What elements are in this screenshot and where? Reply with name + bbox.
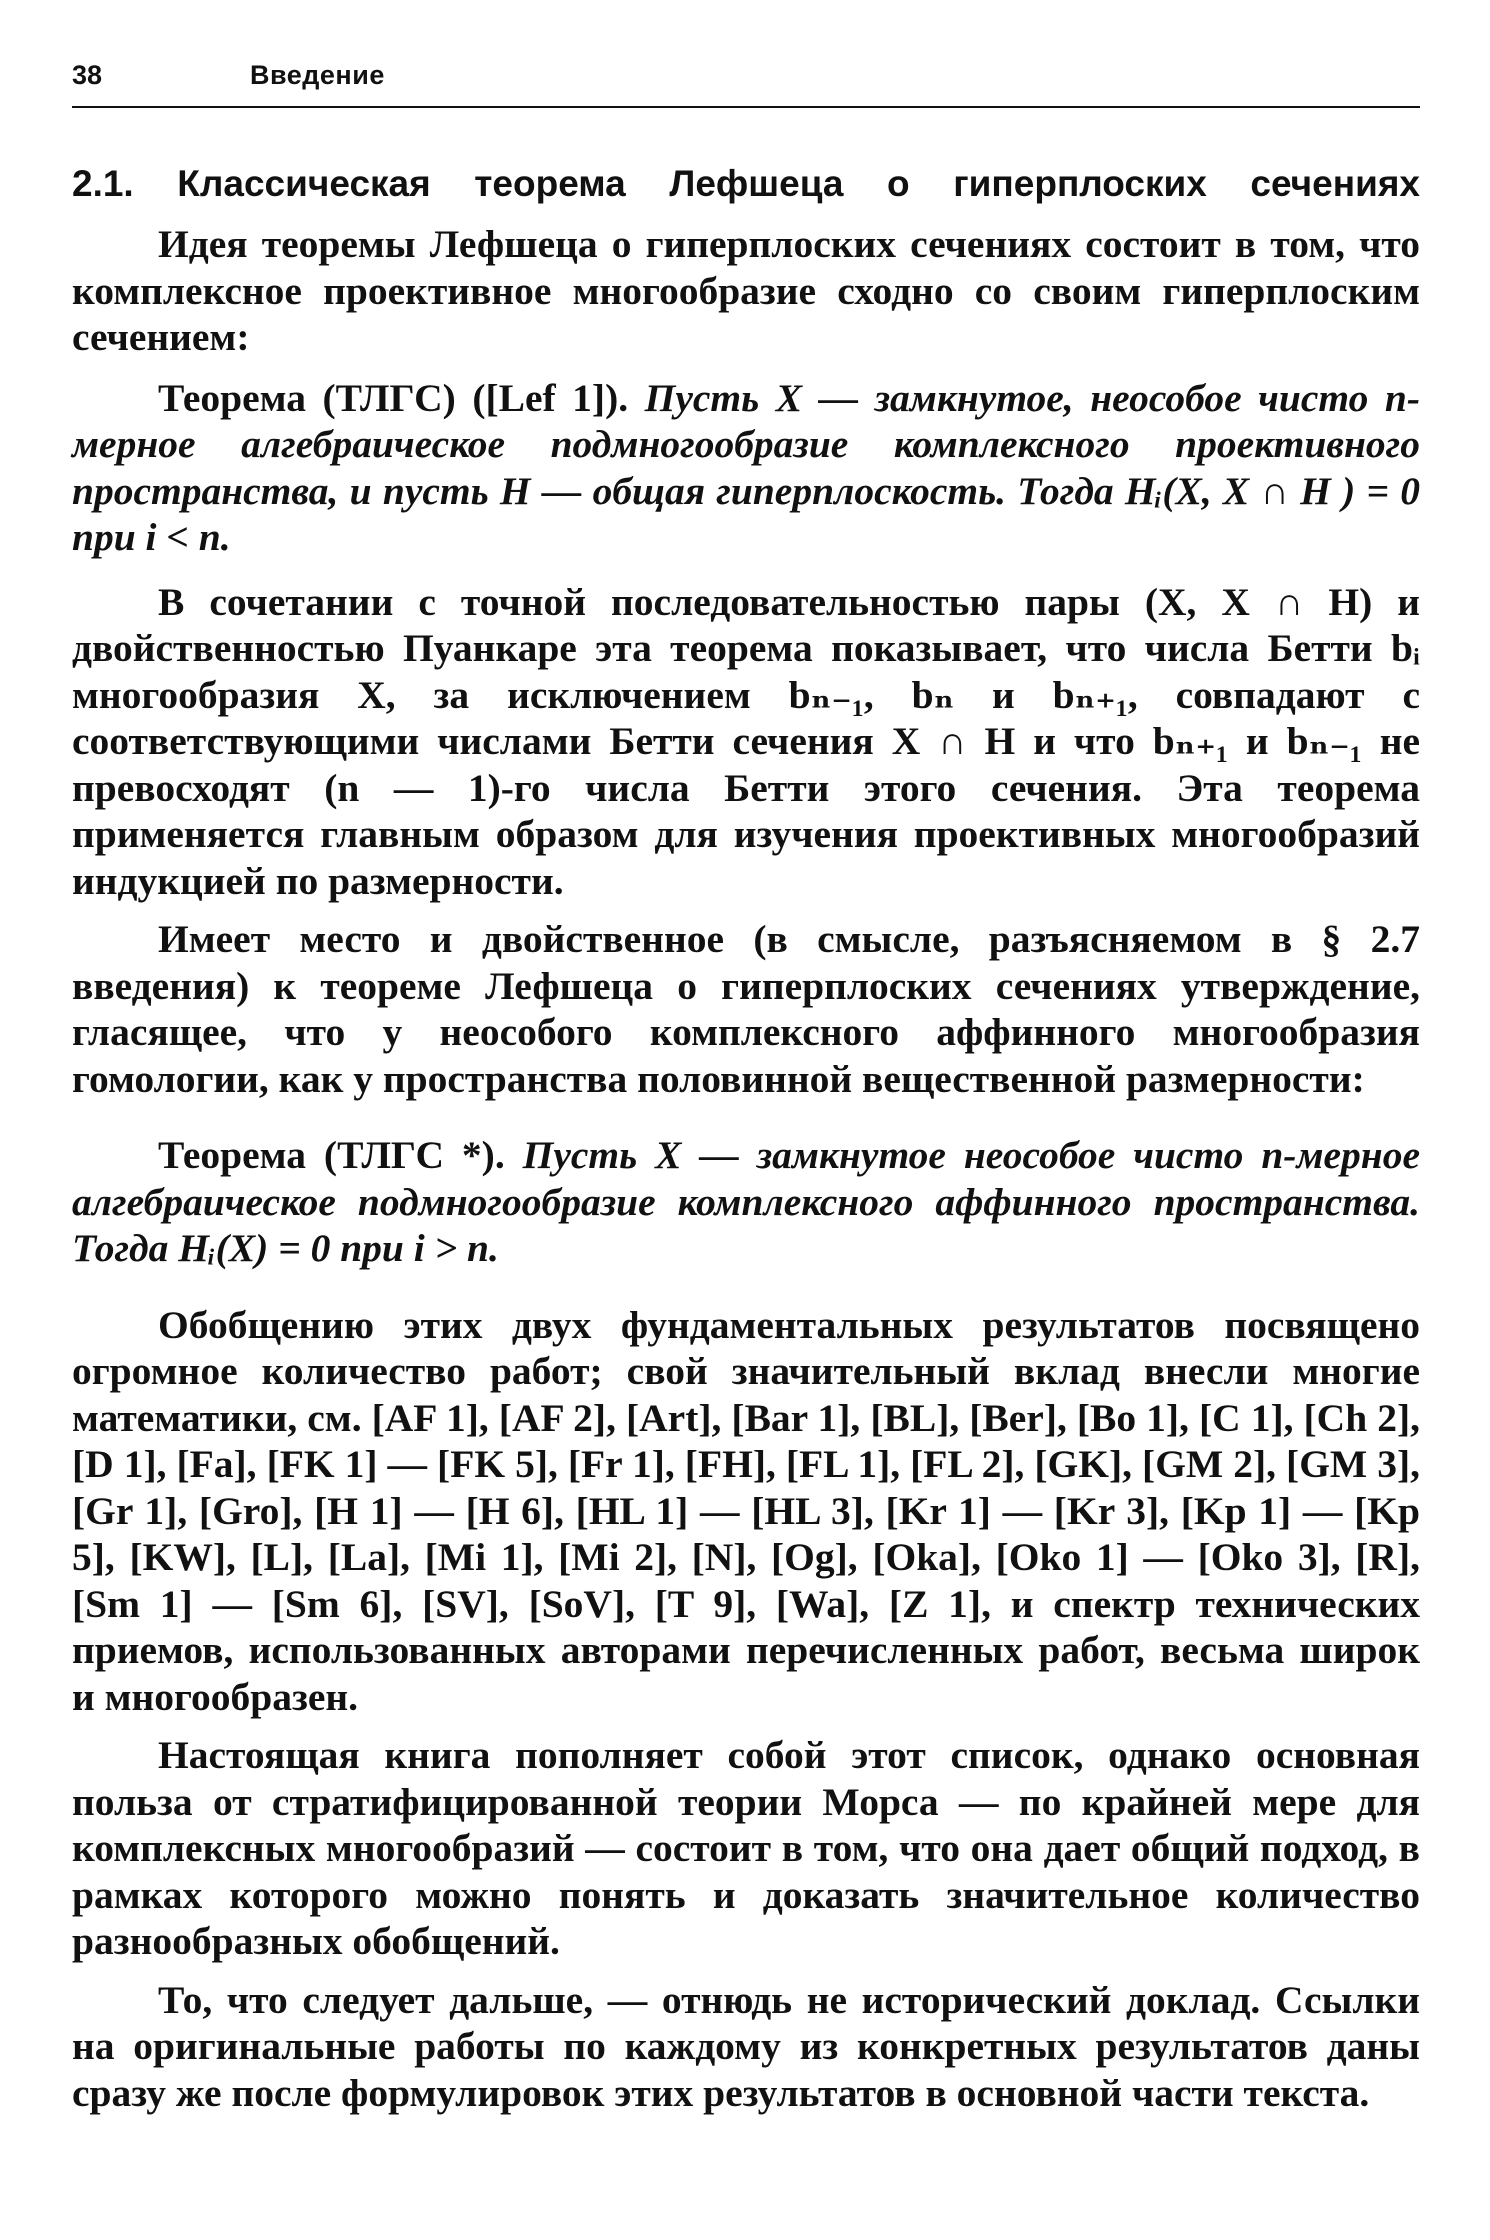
- paragraph-dual: Имеет место и двойственное (в смысле, разъясняемом в § 2.7 введения) к теореме Лефшеца о гиперплоских сечениях утверждение, гласящее, что у неособого комплексного аффинного многообразия гомологии, как у пространства половинной вещественной размерности:: [72, 917, 1420, 1101]
- paragraph-book-purpose: Настоящая книга пополняет собой этот список, однако основная польза от стратифицированной теории Морса — по крайней мере для комплексных многообразий — состоит в том, что она дает общий подход, в рамках которого можно понять и доказать значительное количество разнообразных обобщений.: [72, 1733, 1420, 1963]
- paragraph-betti: В сочетании с точной последовательностью пары (X, X ∩ H) и двойственностью Пуанкаре эта теорема показывает, что числа Бетти bᵢ многообразия X, за исключением bₙ₋₁, bₙ и bₙ₊₁, совпадают с соответствующими числами Бетти сечения X ∩ H и что bₙ₊₁ и bₙ₋₁ не превосходят (n — 1)-го числа Бетти этого сечения. Эта теорема применяется главным образом для изучения проективных многообразий индукцией по размерности.: [72, 579, 1420, 903]
- paragraph-not-history: То, что следует дальше, — отнюдь не исторический доклад. Ссылки на оригинальные работы по каждому из конкретных результатов даны сразу же после формулировок этих результатов в основной части текста.: [72, 1977, 1420, 2115]
- theorem-tlgs-star: [72, 1132, 1420, 1272]
- chapter-title: Введение: [250, 60, 385, 90]
- running-head: [72, 60, 1420, 108]
- theorem-tlgs: [72, 375, 1420, 561]
- theorem-tlgs-label: Теорема (ТЛГС): [158, 375, 456, 420]
- theorem-tlgs-star-label: Теорема (ТЛГС *).: [158, 1133, 505, 1177]
- section-title: 2.1. Классическая теорема Лефшеца о гиперплоских сечениях: [72, 163, 1420, 204]
- paragraph-references: Обобщению этих двух фундаментальных результатов посвящено огромное количество работ; свой значительный вклад внесли многие математики, см. [AF 1], [AF 2], [Art], [Bar 1], [BL], [Ber], [Bo 1], [C 1], [Ch 2], [D 1], [Fa], [FK 1] — [FK 5], [Fr 1], [FH], [FL 1], [FL 2], [GK], [GM 2], [GM 3], [Gr 1], [Gro], [H 1] — [H 6], [HL 1] — [HL 3], [Kr 1] — [Kr 3], [Kp 1] — [Kp 5], [KW], [L], [La], [Mi 1], [Mi 2], [N], [Og], [Oka], [Oko 1] — [Oko 3], [R], [Sm 1] — [Sm 6], [SV], [SoV], [T 9], [Wa], [Z 1], и спектр технических приемов, использованных авторами перечисленных работ, весьма широк и многообразен.: [72, 1302, 1420, 1719]
- theorem-tlgs-reference: ([Lef 1]).: [455, 375, 645, 420]
- theorem-tlgs-statement: Пусть X — замкнутое, неособое чисто n-мерное алгебраическое подмногообразие комплексного проективного пространства, и пусть H — общая гиперплоскость. Тогда Hᵢ(X, X ∩ H ) = 0 при i < n.: [72, 375, 1421, 559]
- paragraph-intro: Идея теоремы Лефшеца о гиперплоских сечениях состоит в том, что комплексное проективное многообразие сходно со своим гиперплоским сечением:: [72, 222, 1420, 359]
- page-number: 38: [72, 60, 103, 90]
- theorem-tlgs-star-statement: Пусть X — замкнутое неособое чисто n-мерное алгебраическое подмногообразие комплексного аффинного пространства. Тогда Hᵢ(X) = 0 при i > n.: [72, 1133, 1420, 1270]
